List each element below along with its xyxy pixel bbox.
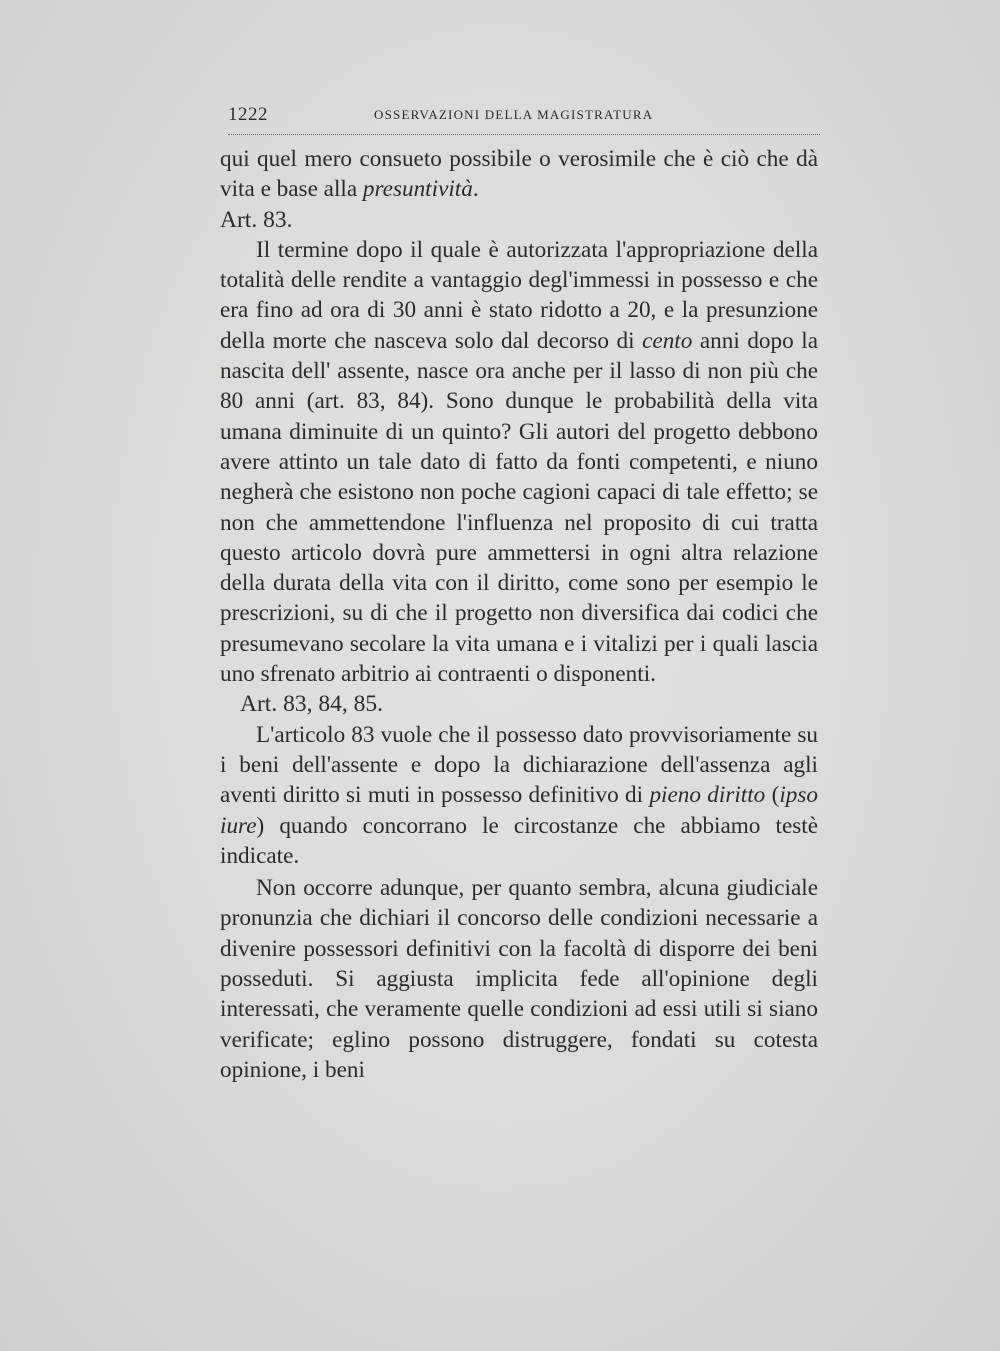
paragraph-text: (	[765, 782, 780, 809]
italic-term: pieno diritto	[649, 782, 766, 809]
section-heading-art-83: Art. 83.	[220, 206, 293, 233]
intro-italic: presuntività	[362, 176, 473, 203]
page-header	[228, 104, 820, 135]
section-heading-art-83-84-85: Art. 83, 84, 85.	[240, 691, 383, 718]
paragraph-art-83	[220, 235, 818, 689]
paragraph-text: anni dopo la nascita dell' assente, nasce ora anche per il lasso di non più che 80 anni (art. 83, 84). Sono dunque le probabilità della vita umana diminuite di un quinto? Gli autori del progetto debbono avere attinto un tale dato di fatto da fonti competenti, e niuno negherà che esistono non poche cagioni capaci di tale effetto; se non che ammettendone l'influenza nel proposito di cui tratta questo articolo dovrà pure ammettersi in ogni altra relazione della durata della vita con il diritto, come sono per esempio le prescrizioni, su di che il progetto non diversifica dai codici che presumevano secolare la vita umana e i vitalizi per i quali lascia uno sfrenato arbitrio ai contraenti o disponenti.	[220, 327, 818, 688]
intro-end: .	[472, 176, 479, 203]
paragraph-text: ) quando concorrano le circostanze che abbiamo testè indicate.	[220, 812, 818, 869]
italic-term: ipso iure	[220, 782, 818, 839]
running-title: OSSERVAZIONI DELLA MAGISTRATURA	[374, 107, 654, 122]
italic-term: cento	[642, 327, 693, 354]
paragraph-text: Il termine dopo il quale è autorizzata l'appropriazione della totalità delle rendite a vantaggio degl'immessi in possesso e che era fino ad ora di 30 anni è stato ridotto a 20, e la presunzione della morte che nasceva solo dal decorso di	[220, 236, 818, 354]
page-number: 1222	[228, 104, 268, 125]
paragraph-text: L'articolo 83 vuole che il possesso dato provvisoriamente su i beni dell'assente e dopo la dichiarazione dell'assenza agli aventi diritto si muti in possesso definitivo di	[220, 721, 818, 809]
intro-text: qui quel mero consueto possibile o verosimile che è ciò che dà vita e base alla	[220, 146, 818, 203]
paragraph-art-83-84-85-second: Non occorre adunque, per quanto sembra, alcuna giudiciale pronunzia che dichiari il concorso delle condizioni necessarie a divenire possessori definitivi con la facoltà di disporre dei beni posseduti. Si aggiusta implicita fede all'opinione degli interessati, che veramente quelle condizioni ad essi utili si siano verificate; eglino possono distruggere, fondati su cotesta opinione, i beni	[220, 875, 818, 1083]
paragraph-art-83-84-85-first	[220, 720, 818, 871]
intro-paragraph	[220, 144, 818, 205]
body-text	[220, 144, 818, 1085]
